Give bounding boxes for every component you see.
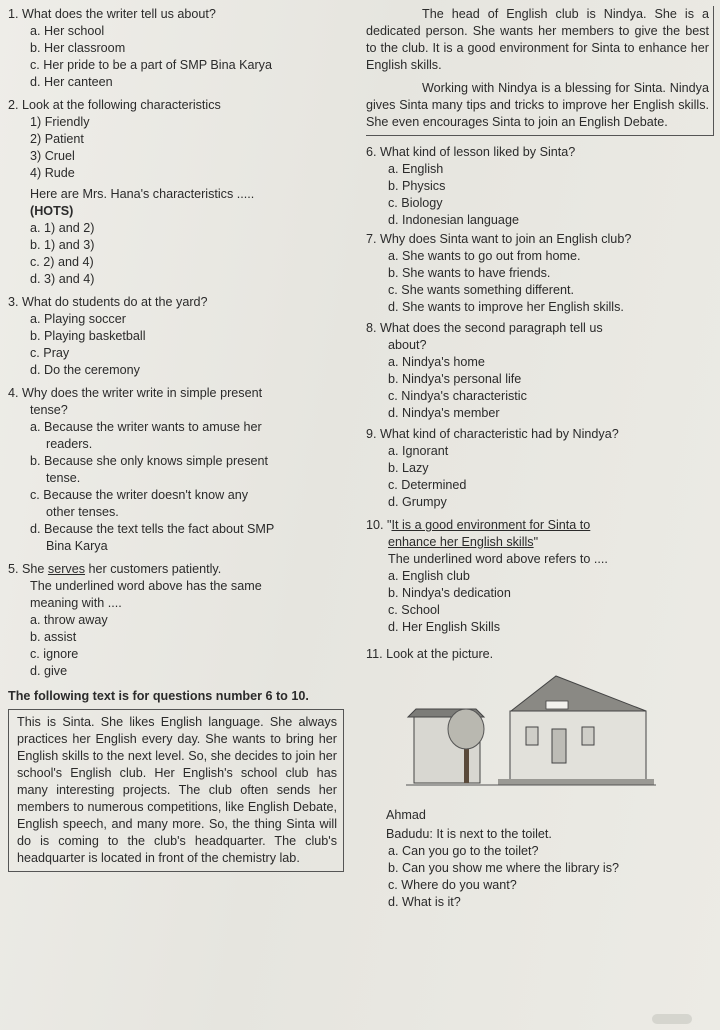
q6-stem: 6. What kind of lesson liked by Sinta?	[366, 145, 576, 159]
q2-option-c: c. 2) and 4)	[30, 255, 94, 269]
q10-option-c: c. School	[388, 603, 440, 617]
q6-option-d: d. Indonesian language	[388, 213, 519, 227]
q5-option-d: d. give	[30, 664, 68, 678]
q2-item-4: 4) Rude	[30, 166, 75, 180]
q10-stem-cont	[366, 534, 714, 551]
q11-speaker-2: Badudu	[386, 827, 430, 841]
q3-stem: 3. What do students do at the yard?	[8, 295, 208, 309]
q10-post: "	[533, 535, 539, 549]
right-column	[366, 6, 714, 911]
q1-option-a: a. Her school	[30, 24, 105, 38]
q4-option-c: c. Because the writer doesn't know any	[30, 488, 249, 502]
reading-instruction: The following text is for questions number 6 to 10.	[8, 689, 309, 703]
q10-pre: 10. "	[366, 518, 392, 532]
q9-option-b: b. Lazy	[388, 461, 429, 475]
q11-option-a: a. Can you go to the toilet?	[388, 844, 539, 858]
q5-stem3: meaning with ....	[30, 596, 122, 610]
q10-option-a: a. English club	[388, 569, 470, 583]
q11-option-c: c. Where do you want?	[388, 878, 517, 892]
q7-option-d: d. She wants to improve her English skills.	[388, 300, 624, 314]
reading-text-box	[8, 709, 344, 872]
q8-stem-cont: about?	[388, 338, 427, 352]
q4-option-d-cont: Bina Karya	[46, 539, 108, 553]
q11-speaker-1: Ahmad	[386, 808, 426, 822]
q5-underlined-word: serves	[47, 562, 86, 576]
q8-option-c: c. Nindya's characteristic	[388, 389, 527, 403]
q4-option-b-cont: tense.	[46, 471, 81, 485]
window-left	[526, 727, 538, 745]
q11-line-2	[366, 826, 714, 843]
q4-option-b: b. Because she only knows simple present	[30, 454, 269, 468]
q1-option-b: b. Her classroom	[30, 41, 126, 55]
q1-option-c: c. Her pride to be a part of SMP Bina Karya	[30, 58, 272, 72]
q10-underlined-phrase: enhance her English skills	[388, 535, 534, 549]
q5-stem	[8, 561, 344, 578]
q3-option-c: c. Pray	[30, 346, 70, 360]
ground	[498, 779, 654, 785]
q6-option-b: b. Physics	[388, 179, 446, 193]
q9-stem: 9. What kind of characteristic had by Nindya?	[366, 427, 619, 441]
q6-option-c: c. Biology	[388, 196, 443, 210]
q2-option-b: b. 1) and 3)	[30, 238, 95, 252]
q10-quote-line1: It is a good environment for Sinta to	[391, 518, 591, 532]
reading-paragraph-2: The head of English club is Nindya. She is a dedicated person. She wants her members to give the best to the club. It is a good environment for Sinta to enhance her English skills.	[366, 7, 709, 72]
q11-option-d: d. What is it?	[388, 895, 461, 909]
q2-item-3: 3) Cruel	[30, 149, 75, 163]
q5-pre: 5. She	[8, 562, 48, 576]
q10-stem	[366, 517, 714, 534]
q7-option-b: b. She wants to have friends.	[388, 266, 551, 280]
q7-stem: 7. Why does Sinta want to join an English club?	[366, 232, 632, 246]
q7-option-a: a. She wants to go out from home.	[388, 249, 581, 263]
q3-option-a: a. Playing soccer	[30, 312, 126, 326]
q2-item-1: 1) Friendly	[30, 115, 90, 129]
q9-option-d: d. Grumpy	[388, 495, 447, 509]
q8-stem: 8. What does the second paragraph tell us	[366, 321, 603, 335]
main-building-roof	[511, 676, 646, 711]
q5-post: her customers patiently.	[85, 562, 222, 576]
q9-option-c: c. Determined	[388, 478, 467, 492]
q2-option-a: a. 1) and 2)	[30, 221, 95, 235]
main-building-wall	[510, 711, 646, 783]
q6-option-a: a. English	[388, 162, 444, 176]
q3-option-d: d. Do the ceremony	[30, 363, 140, 377]
q2-stem2: Here are Mrs. Hana's characteristics .....	[30, 187, 255, 201]
window-right	[582, 727, 594, 745]
q11-stem: 11. Look at the picture.	[366, 647, 494, 661]
q11-option-b: b. Can you show me where the library is?	[388, 861, 619, 875]
reading-paragraph-1: This is Sinta. She likes English language. She always practices her English every day. She wants to bring her English skills to the next level. So, she decides to join her school's English club. Her English's school club has many interesting projects. The club often sends her members to numerous competitions, like English Debate, English speech, and many more. So, the thing Sinta will do is coming to the club's headquarter. The club's headquarter is located in front of the chemistry lab.	[17, 715, 337, 865]
school-building-picture	[406, 671, 656, 791]
q1-option-d: d. Her canteen	[30, 75, 113, 89]
q8-option-b: b. Nindya's personal life	[388, 372, 522, 386]
reading-paragraph-3: Working with Nindya is a blessing for Sinta. Nindya gives Sinta many tips and tricks to improve her English skills. She even encourages Sinta to join an English Debate.	[366, 81, 709, 129]
q7-option-c: c. She wants something different.	[388, 283, 574, 297]
q11-speaker-2-text: : It is next to the toilet.	[429, 827, 552, 841]
q10-option-d: d. Her English Skills	[388, 620, 500, 634]
q2-stem: 2. Look at the following characteristics	[8, 98, 221, 112]
q2-hots: (HOTS)	[30, 204, 74, 218]
tree-crown	[448, 709, 484, 749]
q8-option-a: a. Nindya's home	[388, 355, 485, 369]
q5-option-a: a. throw away	[30, 613, 108, 627]
door	[552, 729, 566, 763]
q5-stem2: The underlined word above has the same	[30, 579, 262, 593]
q4-option-d: d. Because the text tells the fact about SMP	[30, 522, 275, 536]
q4-option-c-cont: other tenses.	[46, 505, 119, 519]
q3-option-b: b. Playing basketball	[30, 329, 146, 343]
q5-option-c: c. ignore	[30, 647, 79, 661]
q2-option-d: d. 3) and 4)	[30, 272, 95, 286]
q10-stem2: The underlined word above refers to ....	[388, 552, 608, 566]
q4-stem: 4. Why does the writer write in simple present	[8, 386, 263, 400]
q4-option-a: a. Because the writer wants to amuse her	[30, 420, 262, 434]
q4-option-a-cont: readers.	[46, 437, 93, 451]
q1-stem: 1. What does the writer tell us about?	[8, 7, 216, 21]
reading-text-continued	[366, 6, 714, 136]
building-sign	[546, 701, 568, 709]
q9-option-a: a. Ignorant	[388, 444, 449, 458]
q8-option-d: d. Nindya's member	[388, 406, 500, 420]
left-column	[8, 6, 344, 872]
q2-item-2: 2) Patient	[30, 132, 84, 146]
page-smudge	[652, 1014, 692, 1024]
q4-stem-cont: tense?	[30, 403, 68, 417]
q10-option-b: b. Nindya's dedication	[388, 586, 511, 600]
q5-option-b: b. assist	[30, 630, 77, 644]
